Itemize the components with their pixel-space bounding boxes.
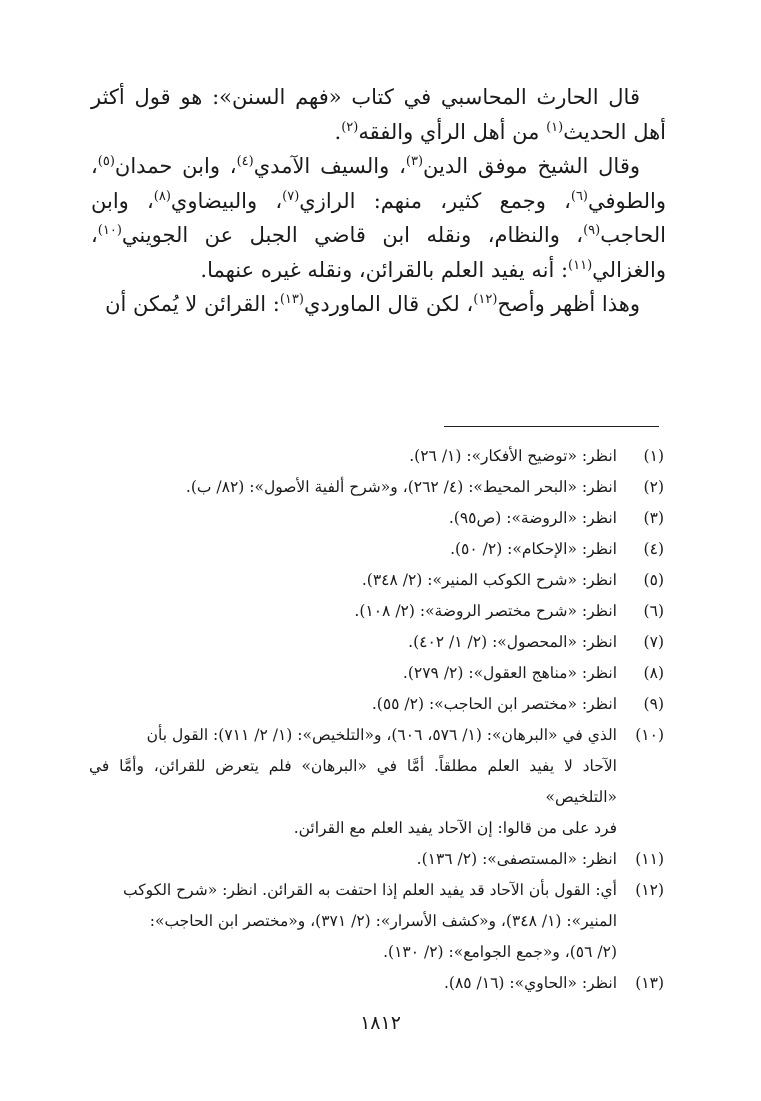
footnote-ref-10[interactable]: (١٠) — [97, 223, 122, 238]
footnote-ref-12[interactable]: (١٢) — [473, 292, 498, 307]
footnote-item — [89, 503, 664, 534]
footnote-ref-6[interactable]: (٦) — [570, 188, 588, 204]
footnote-number[interactable]: (١٣) — [635, 974, 664, 992]
footnote-number[interactable]: (١١) — [635, 850, 664, 868]
footnote-line: انظر: «المستصفى»: (٢/ ١٣٦). — [416, 850, 617, 868]
paragraph-3 — [91, 287, 666, 322]
footnote-line: انظر: «توضيح الأفكار»: (١/ ٢٦). — [409, 447, 617, 465]
footnote-number[interactable]: (١٠) — [635, 726, 664, 744]
paragraph-2 — [91, 149, 666, 287]
footnote-ref-2[interactable]: (٢) — [341, 119, 359, 135]
footnote-separator — [444, 426, 659, 427]
footnote-line: انظر: «الإحكام»: (٢/ ٥٠). — [450, 540, 617, 558]
footnote-number[interactable]: (٩) — [643, 695, 664, 713]
footnote-line: انظر: «البحر المحيط»: (٤/ ٢٦٢)، و«شرح ألفية الأصول»: (٨٢/ ب). — [185, 478, 617, 496]
footnote-text — [89, 875, 617, 968]
footnote-ref-1[interactable]: (١) — [546, 119, 564, 135]
footnote-ref-9[interactable]: (٩) — [583, 223, 601, 238]
footnote-ref-13[interactable]: (١٣) — [279, 292, 304, 307]
footnote-number[interactable]: (٨) — [643, 664, 664, 682]
paragraph-1 — [91, 80, 666, 149]
footnote-line: الذي في «البرهان»: (١/ ٥٧٦، ٦٠٦)، و«التلخيص»: (١/ ٢/ ٧١١): القول بأن — [146, 726, 617, 744]
footnote-item — [89, 875, 664, 968]
footnote-item — [89, 844, 664, 875]
footnote-text — [89, 968, 617, 999]
footnote-number[interactable]: (٧) — [643, 633, 664, 651]
footnote-line: فرد على من قالوا: إن الآحاد يفيد العلم مع القرائن. — [293, 819, 617, 837]
footnote-text — [89, 534, 617, 565]
footnote-text — [89, 596, 617, 627]
footnote-text — [89, 472, 617, 503]
text-run: قال الحارث المحاسبي في كتاب «فهم السنن»: هو قول أكثر أهل — [91, 85, 666, 144]
text-run: الحديث — [563, 119, 627, 144]
footnote-number[interactable]: (٢) — [643, 478, 664, 496]
footnote-number[interactable]: (٤) — [643, 540, 664, 558]
footnote-text — [89, 627, 617, 658]
footnote-line: انظر: «الحاوي»: (١٦/ ٨٥). — [443, 974, 617, 992]
footnote-text — [89, 720, 617, 844]
page-number: ١٨١٢ — [360, 1012, 401, 1034]
text-run: ، والغزالي — [91, 223, 666, 282]
footnote-item — [89, 565, 664, 596]
footnote-ref-8[interactable]: (٨) — [153, 188, 171, 204]
footnote-line: الآحاد لا يفيد العلم مطلقاً. أمَّا في «البرهان» فلم يتعرض للقرائن، وأمَّا في «التلخيص» — [89, 757, 617, 806]
footnote-item — [89, 720, 664, 844]
footnote-ref-3[interactable]: (٣) — [405, 154, 424, 169]
footnote-item — [89, 627, 664, 658]
text-run: ، وابن حمدان — [114, 154, 237, 178]
footnote-item — [89, 441, 664, 472]
footnote-item — [89, 472, 664, 503]
footnote-number[interactable]: (١٢) — [635, 881, 664, 899]
text-run: ، والبيضاوي — [170, 188, 283, 213]
footnotes-section — [89, 441, 664, 999]
footnote-ref-5[interactable]: (٥) — [97, 154, 115, 169]
footnote-item — [89, 658, 664, 689]
footnote-text — [89, 844, 617, 875]
footnote-line: انظر: «مناهج العقول»: (٢/ ٢٧٩). — [402, 664, 617, 682]
text-run: ، والطوفي — [91, 154, 666, 213]
footnote-line: (٢/ ٥٦)، و«جمع الجوامع»: (٢/ ١٣٠). — [383, 943, 617, 961]
footnote-ref-11[interactable]: (١١) — [568, 257, 593, 273]
footnote-line: انظر: «مختصر ابن الحاجب»: (٢/ ٥٥). — [371, 695, 617, 713]
footnote-number[interactable]: (٥) — [643, 571, 664, 589]
text-run: من أهل الرأي والفقه — [358, 119, 547, 144]
footnote-item — [89, 596, 664, 627]
text-run: : القرائن لا يُمكن أن — [105, 292, 280, 316]
footnote-line: انظر: «شرح مختصر الروضة»: (٢/ ١٠٨). — [354, 602, 617, 620]
text-run: وقال الشيخ موفق الدين — [423, 154, 640, 178]
footnote-item — [89, 534, 664, 565]
text-run: ، وابن الحاجب — [91, 188, 666, 247]
text-run: ، وجمع كثير، منهم: الرازي — [299, 188, 571, 213]
text-run: : أنه يفيد العلم بالقرائن، ونقله غيره عنهما. — [200, 257, 569, 282]
footnote-text — [89, 503, 617, 534]
footnote-text — [89, 689, 617, 720]
footnote-ref-7[interactable]: (٧) — [282, 188, 300, 204]
footnote-line: انظر: «المحصول»: (٢/ ١/ ٤٠٢). — [408, 633, 617, 651]
footnote-line: أي: القول بأن الآحاد قد يفيد العلم إذا احتفت به القرائن. انظر: «شرح الكوكب — [123, 881, 617, 899]
text-run: وهذا أظهر وأصح — [497, 292, 640, 316]
footnote-text — [89, 441, 617, 472]
footnote-number[interactable]: (١) — [643, 447, 664, 465]
main-text — [91, 80, 666, 322]
text-run: . — [334, 119, 342, 144]
footnote-text — [89, 658, 617, 689]
footnote-item — [89, 689, 664, 720]
footnote-text — [89, 565, 617, 596]
text-run: ، والسيف الآمدي — [253, 154, 406, 178]
text-run: ، لكن قال الماوردي — [303, 292, 474, 316]
footnote-line: انظر: «الروضة»: (ص٩٥). — [448, 509, 617, 527]
footnote-number[interactable]: (٣) — [643, 509, 664, 527]
footnote-line: المنير»: (١/ ٣٤٨)، و«كشف الأسرار»: (٢/ ٣٧١)، و«مختصر ابن الحاجب»: — [149, 912, 617, 930]
footnote-ref-4[interactable]: (٤) — [236, 154, 254, 169]
footnote-number[interactable]: (٦) — [643, 602, 664, 620]
footnote-item — [89, 968, 664, 999]
footnote-line: انظر: «شرح الكوكب المنير»: (٢/ ٣٤٨). — [361, 571, 617, 589]
text-run: ، والنظام، ونقله ابن قاضي الجبل عن الجويني — [121, 223, 584, 247]
